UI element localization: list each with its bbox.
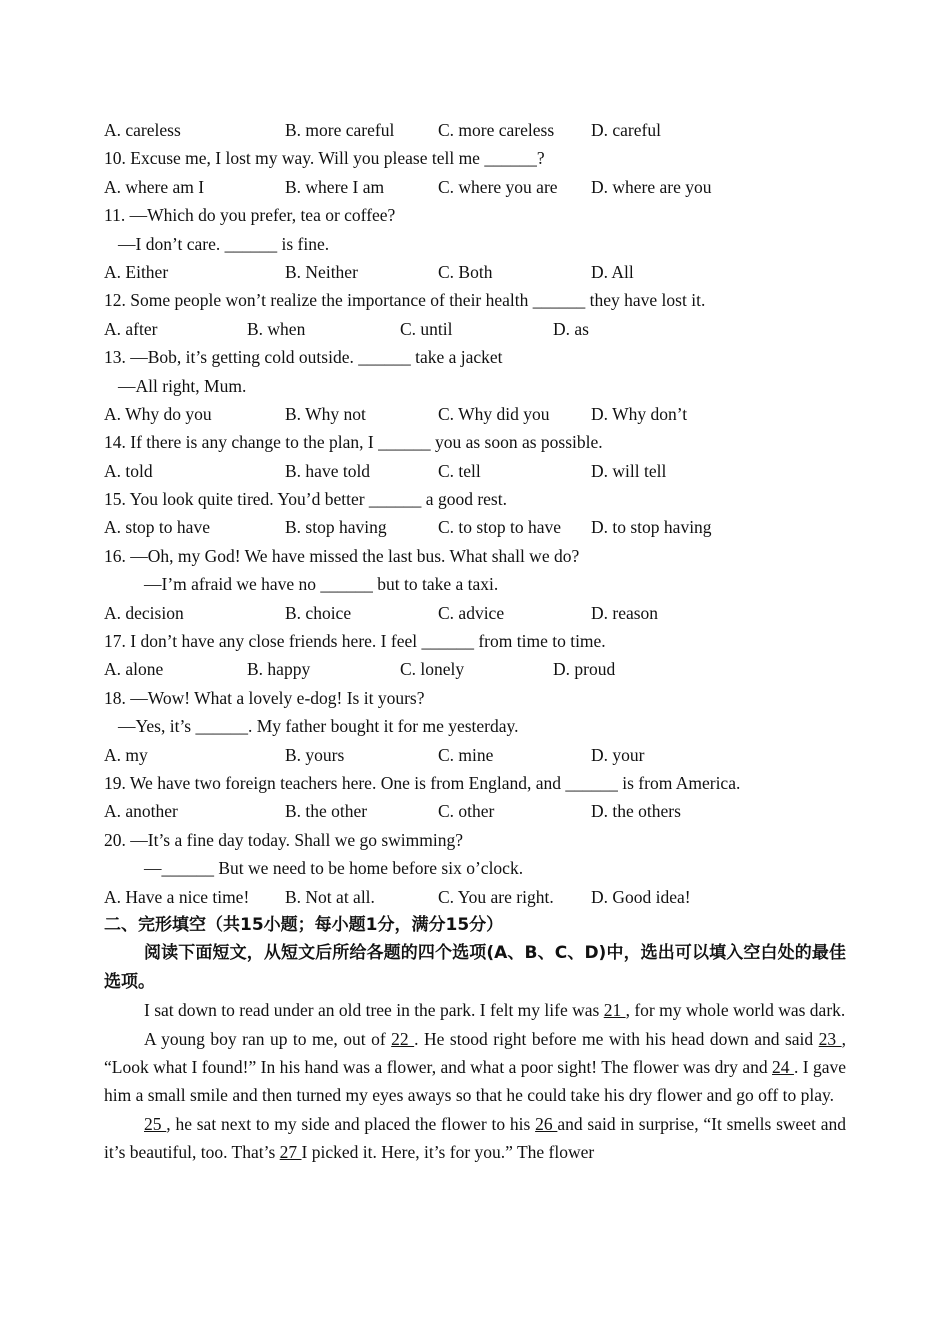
cloze-blank: 27 [279,1142,302,1163]
question-options [104,883,846,911]
question-options [104,457,846,485]
question-stem: 10. Excuse me, I lost my way. Will you please tell me ______? [104,148,545,169]
cloze-blank: 22 [391,1028,415,1049]
option-d: D. Why don’t [591,403,688,424]
option-b: B. have told [285,460,371,481]
cloze-blank: 26 [535,1113,558,1134]
option-c: C. until [400,318,453,339]
passage-text: . I gave him a small smile and then turned my eyes aways so that he could take his dry flower and go off to play. [104,1056,847,1106]
option-a: A. stop to have [104,517,210,538]
option-b: B. stop having [285,517,387,538]
question-options [104,315,846,343]
passage-paragraph [104,996,846,1024]
exam-page [104,116,846,1167]
question-options [104,599,846,627]
option-b: B. Not at all. [285,886,375,907]
option-a: A. careless [104,120,181,140]
option-d: D. the others [591,801,681,822]
question-options [104,797,846,825]
option-d: D. All [591,261,634,282]
cloze-blank: 25 [144,1113,167,1134]
question-stem: 14. If there is any change to the plan, I ______ you as soon as possible. [104,432,603,453]
option-b: B. the other [285,801,368,822]
option-c: C. advice [438,602,505,623]
question-options [104,741,846,769]
question-stem: 17. I don’t have any close friends here. I feel ______ from time to time. [104,631,606,652]
option-a: A. another [104,801,178,822]
option-a: A. where am I [104,176,205,197]
question-options [104,400,846,428]
option-d: D. your [591,744,645,765]
passage-text: A young boy ran up to me, out of [144,1028,392,1049]
option-c: C. Why did you [438,403,550,424]
option-d: D. will tell [591,460,667,481]
section-instruction: 阅读下面短文，从短文后所给各题的四个选项(A、B、C、D)中，选出可以填入空白处的最佳选项。 [104,943,846,992]
question-stem: 13. —Bob, it’s getting cold outside. ______ take a jacket [104,347,503,368]
question-options [104,655,846,683]
option-a: A. decision [104,602,184,623]
option-a: A. told [104,460,153,481]
question-stem: 18. —Wow! What a lovely e-dog! Is it yours? [104,687,425,708]
passage-paragraph [104,1110,846,1167]
option-d: D. to stop having [591,517,712,538]
cloze-blank: 21 [603,1000,626,1021]
passage-text: , for my whole world was dark. [625,1000,846,1021]
option-c: C. lonely [400,659,465,680]
question-stem: 11. —Which do you prefer, tea or coffee? [104,205,396,226]
question-stem: 20. —It’s a fine day today. Shall we go swimming? [104,829,464,850]
q9-options [104,116,846,144]
question-stem: 15. You look quite tired. You’d better ______ a good rest. [104,489,507,510]
option-d: D. Good idea! [591,886,691,907]
question-options [104,513,846,541]
option-a: A. my [104,744,148,765]
option-b: B. Why not [285,403,366,424]
option-a: A. Why do you [104,403,212,424]
option-c: C. other [438,801,495,822]
passage-text: , “Look what I found!” In his hand was a flower, and what a poor sight! The flower was dry and [104,1028,847,1077]
option-a: A. alone [104,659,164,680]
option-a: A. Either [104,261,169,282]
option-b: B. when [247,318,306,339]
option-a: A. Have a nice time! [104,886,250,907]
question-stem: 12. Some people won’t realize the importance of their health ______ they have lost it. [104,290,706,311]
option-b: B. yours [285,744,345,765]
option-d: D. proud [553,659,616,680]
cloze-passage [104,996,846,1166]
passage-paragraph [104,1025,846,1110]
option-d: D. careful [591,120,661,140]
section-heading: 二、完形填空（共15小题；每小题1分，满分15分） [104,914,504,935]
question-reply: —Yes, it’s ______. My father bought it for me yesterday. [118,716,519,737]
question-stem: 16. —Oh, my God! We have missed the last bus. What shall we do? [104,545,580,566]
cloze-blank: 23 [818,1028,842,1049]
passage-text: . He stood right before me with his head down and said [414,1028,819,1049]
option-d: D. as [553,318,589,339]
passage-text: , he sat next to my side and placed the flower to his [166,1113,536,1134]
option-d: D. where are you [591,176,712,197]
option-c: C. to stop to have [438,517,561,538]
passage-text: and said in surprise, “It smells sweet and it’s beautiful, too. That’s [104,1113,846,1163]
option-c: C. You are right. [438,886,554,907]
option-b: B. choice [285,602,352,623]
cloze-blank: 24 [772,1056,794,1077]
question-options [104,173,846,201]
option-c: C. Both [438,261,493,282]
option-c: C. mine [438,744,494,765]
option-c: C. more careless [438,120,555,140]
question-options [104,258,846,286]
passage-text: I sat down to read under an old tree in the park. I felt my life was [144,1000,604,1021]
passage-text: I picked it. Here, it’s for you.” The flower [301,1142,595,1163]
option-b: B. more careful [285,120,395,140]
option-b: B. happy [247,659,311,680]
option-b: B. Neither [285,261,358,282]
question-stem: 19. We have two foreign teachers here. One is from England, and ______ is from America. [104,772,741,793]
question-list [104,144,846,911]
option-a: A. after [104,318,158,339]
question-reply: —______ But we need to be home before six o’clock. [144,858,524,879]
question-reply: —I don’t care. ______ is fine. [118,233,330,254]
question-reply: —I’m afraid we have no ______ but to take a taxi. [144,574,499,595]
question-reply: —All right, Mum. [118,375,247,396]
option-b: B. where I am [285,176,385,197]
option-c: C. tell [438,460,481,481]
option-d: D. reason [591,602,659,623]
option-c: C. where you are [438,176,558,197]
